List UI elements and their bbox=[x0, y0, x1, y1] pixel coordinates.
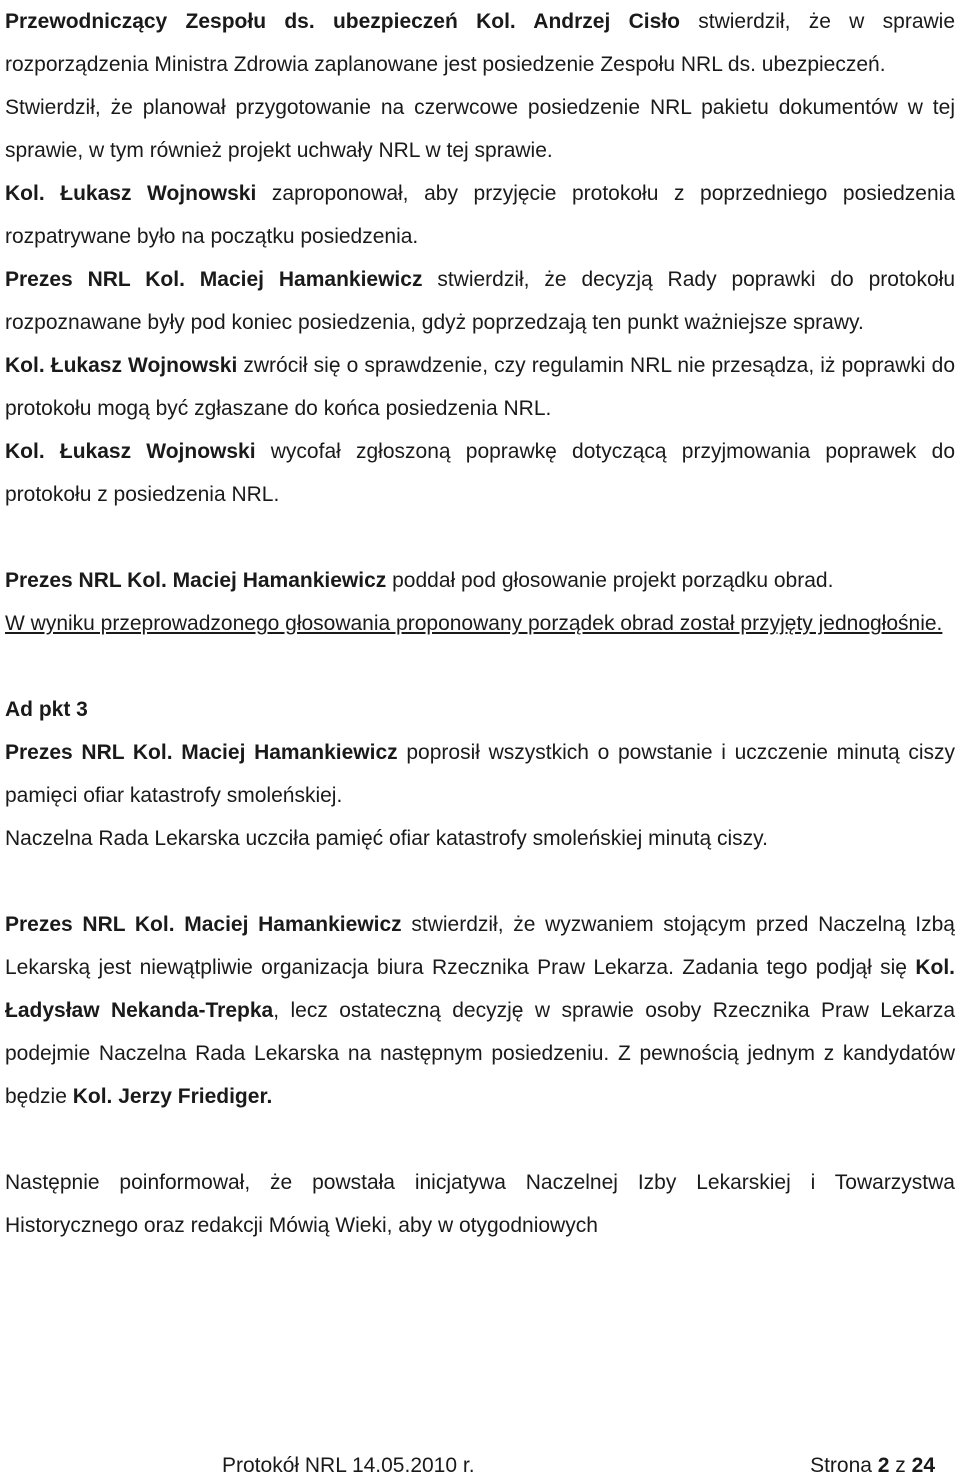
page-separator: z bbox=[889, 1454, 912, 1477]
paragraph bbox=[5, 1161, 955, 1247]
bold-name-text: Kol. Łukasz Wojnowski bbox=[5, 354, 238, 377]
bold-name-text: Kol. Łukasz Wojnowski bbox=[5, 440, 256, 463]
body-text: Następnie poinformował, że powstała inicjatywa Naczelnej Izby Lekarskiej i Towarzystwa Historycznego oraz redakcji Mówią Wieki, aby w otygodniowych bbox=[5, 1171, 955, 1237]
paragraph-spacer bbox=[5, 516, 955, 559]
body-text: zaproponował, aby przyjęcie protokołu z poprzedniego posiedzenia rozpatrywane było na początku posiedzenia. bbox=[5, 182, 956, 248]
bold-name-text: Ad pkt 3 bbox=[5, 698, 88, 721]
paragraph bbox=[5, 0, 955, 86]
body-text: Stwierdził, że planował przygotowanie na czerwcowe posiedzenie NRL pakietu dokumentów w tej sprawie, w tym również projekt uchwały NRL w tej sprawie. bbox=[5, 96, 955, 162]
body-text: wycofał zgłoszoną poprawkę dotyczącą przyjmowania poprawek do protokołu z posiedzenia NRL. bbox=[5, 440, 956, 506]
page-current: 2 bbox=[877, 1454, 890, 1477]
bold-name-text: Prezes NRL Kol. Maciej Hamankiewicz bbox=[5, 741, 398, 764]
page-total: 24 bbox=[911, 1454, 935, 1477]
footer-page-number bbox=[810, 1452, 935, 1479]
body-text: Naczelna Rada Lekarska uczciła pamięć ofiar katastrofy smoleńskiej minutą ciszy. bbox=[5, 827, 768, 850]
paragraph bbox=[5, 688, 955, 731]
paragraph bbox=[5, 430, 955, 516]
body-text: poprosił wszystkich o powstanie i uczczenie minutą ciszy pamięci ofiar katastrofy smoleńskiej. bbox=[5, 741, 956, 807]
bold-name-text: Prezes NRL Kol. Maciej Hamankiewicz bbox=[5, 569, 387, 592]
paragraph bbox=[5, 258, 955, 344]
body-text: stwierdził, że decyzją Rady poprawki do protokołu rozpoznawane były pod koniec posiedzenia, gdyż poprzedzają ten punkt ważniejsze sprawy. bbox=[5, 268, 955, 334]
document-body bbox=[5, 0, 955, 1247]
paragraph bbox=[5, 903, 955, 1118]
bold-name-text: Przewodniczący Zespołu ds. ubezpieczeń Kol. Andrzej Cisło bbox=[5, 10, 680, 33]
body-text: zwrócił się o sprawdzenie, czy regulamin NRL nie przesądza, iż poprawki do protokołu mogą być zgłaszane do końca posiedzenia NRL. bbox=[5, 354, 955, 420]
bold-name-text: Kol. Ładysław Nekanda-Trepka bbox=[5, 956, 955, 1022]
paragraph bbox=[5, 559, 955, 602]
body-text: , lecz ostateczną decyzję w sprawie osoby Rzecznika Praw Lekarza podejmie Naczelna Rada Lekarska na następnym posiedzeniu. Z pewnością jednym z kandydatów będzie bbox=[5, 999, 955, 1108]
bold-name-text: Prezes NRL Kol. Maciej Hamankiewicz bbox=[5, 268, 423, 291]
paragraph-spacer bbox=[5, 1118, 955, 1161]
paragraph bbox=[5, 817, 955, 860]
paragraph bbox=[5, 86, 955, 172]
body-text: stwierdził, że wyzwaniem stojącym przed Naczelną Izbą Lekarską jest niewątpliwie organizacja biura Rzecznika Praw Lekarza. Zadania tego podjął się bbox=[5, 913, 955, 979]
bold-name-text: Kol. Jerzy Friediger. bbox=[72, 1085, 273, 1108]
paragraph bbox=[5, 344, 955, 430]
body-text: stwierdził, że w sprawie rozporządzenia Ministra Zdrowia zaplanowane jest posiedzenie Zespołu NRL ds. ubezpieczeń. bbox=[5, 10, 956, 76]
bold-name-text: Kol. Łukasz Wojnowski bbox=[5, 182, 257, 205]
page-prefix: Strona bbox=[810, 1454, 878, 1477]
page-footer bbox=[0, 1452, 960, 1479]
footer-document-title: Protokół NRL 14.05.2010 r. bbox=[222, 1454, 475, 1477]
body-text: poddał pod głosowanie projekt porządku obrad. bbox=[386, 569, 834, 592]
underlined-text: W wyniku przeprowadzonego głosowania proponowany porządek obrad został przyjęty jednogłośnie. bbox=[5, 612, 943, 635]
paragraph bbox=[5, 602, 955, 645]
bold-name-text: Prezes NRL Kol. Maciej Hamankiewicz bbox=[5, 913, 402, 936]
paragraph-spacer bbox=[5, 860, 955, 903]
paragraph-spacer bbox=[5, 645, 955, 688]
paragraph bbox=[5, 731, 955, 817]
paragraph bbox=[5, 172, 955, 258]
